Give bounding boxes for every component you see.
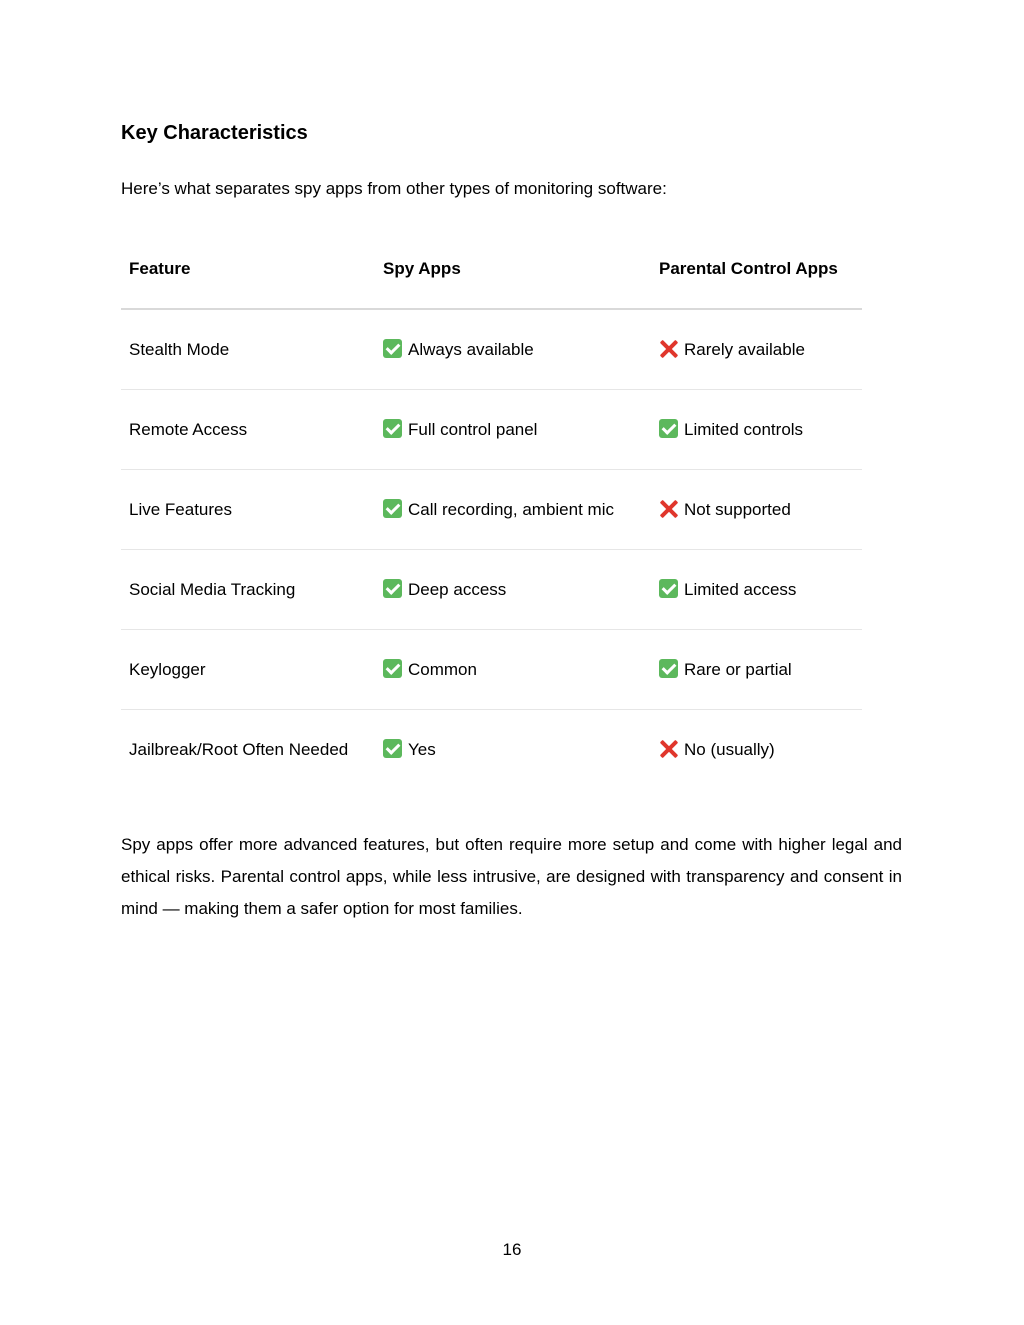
table-row — [121, 709, 862, 799]
check-icon — [383, 739, 402, 758]
feature-cell: Jailbreak/Root Often Needed — [129, 739, 349, 759]
cell-text: Rare or partial — [684, 659, 792, 679]
cell-text: Full control panel — [408, 419, 538, 439]
parental-apps-cell — [651, 389, 862, 469]
spy-apps-cell — [375, 549, 651, 629]
intro-paragraph: Here’s what separates spy apps from other types of monitoring software: — [121, 179, 667, 198]
check-icon — [383, 499, 402, 518]
header-parental-control-apps: Parental Control Apps — [651, 230, 862, 309]
parental-apps-cell — [651, 549, 862, 629]
table-body — [121, 309, 862, 799]
cell-text: Call recording, ambient mic — [408, 499, 614, 519]
cell-text: Deep access — [408, 579, 507, 599]
table-row — [121, 549, 862, 629]
cell-text: Rarely available — [684, 340, 805, 359]
check-icon — [383, 419, 402, 438]
closing-paragraph: Spy apps offer more advanced features, but often require more setup and come with higher legal and ethical risks. Parental control apps, while less intrusive, are designed with transparency and consent in mind — making them a safer option for most families. — [121, 835, 902, 918]
spy-apps-cell — [375, 309, 651, 389]
table-row — [121, 629, 862, 709]
comparison-table — [121, 230, 862, 799]
cell-text: Limited access — [684, 579, 797, 599]
table-header-row — [121, 230, 862, 309]
header-feature: Feature — [121, 230, 375, 309]
section-title: Key Characteristics — [121, 122, 308, 144]
cell-text: Not supported — [684, 499, 791, 519]
feature-cell: Stealth Mode — [121, 309, 375, 389]
spy-apps-cell — [375, 469, 651, 549]
header-spy-apps: Spy Apps — [375, 230, 651, 309]
feature-cell: Keylogger — [121, 629, 375, 709]
cross-icon — [659, 499, 678, 518]
table-row — [121, 309, 862, 389]
feature-cell: Live Features — [121, 469, 375, 549]
parental-apps-cell — [651, 309, 862, 389]
cell-text: Always available — [408, 340, 534, 359]
table-row — [121, 469, 862, 549]
cell-text: No (usually) — [684, 739, 775, 759]
cross-icon — [659, 339, 678, 358]
check-icon — [659, 579, 678, 598]
cross-icon — [659, 739, 678, 758]
feature-cell: Social Media Tracking — [121, 549, 375, 629]
feature-cell: Remote Access — [121, 389, 375, 469]
check-icon — [659, 419, 678, 438]
check-icon — [659, 659, 678, 678]
parental-apps-cell — [651, 709, 862, 799]
parental-apps-cell — [651, 469, 862, 549]
cell-text: Limited controls — [684, 419, 804, 439]
check-icon — [383, 579, 402, 598]
table-row — [121, 389, 862, 469]
spy-apps-cell — [375, 629, 651, 709]
parental-apps-cell — [651, 629, 862, 709]
check-icon — [383, 659, 402, 678]
check-icon — [383, 339, 402, 358]
cell-text: Yes — [408, 739, 436, 759]
spy-apps-cell — [375, 709, 651, 799]
page-number: 16 — [502, 1240, 522, 1259]
cell-text: Common — [408, 659, 477, 679]
spy-apps-cell — [375, 389, 651, 469]
